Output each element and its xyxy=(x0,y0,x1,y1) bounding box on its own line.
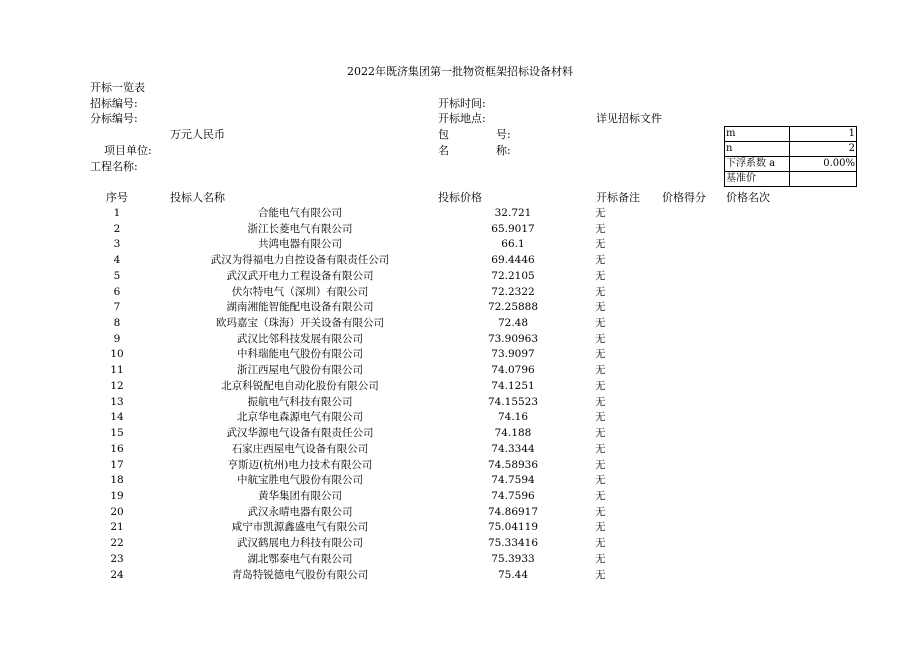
table-row xyxy=(0,520,920,536)
row-remark: 无 xyxy=(595,489,606,502)
row-bidder-name: 黄华集团有限公司 xyxy=(258,489,342,502)
table-row xyxy=(0,300,920,316)
row-bid-price: 66.1 xyxy=(501,238,525,251)
table-row xyxy=(0,568,920,584)
row-remark: 无 xyxy=(595,254,606,267)
row-remark: 无 xyxy=(595,332,606,345)
row-bidder-name: 欧玛嘉宝（珠海）开关设备有限公司 xyxy=(216,317,384,330)
table-row xyxy=(0,332,920,348)
row-bid-price: 74.86917 xyxy=(487,505,539,518)
table-row xyxy=(0,253,920,269)
column-header-price: 投标价格 xyxy=(438,191,482,204)
row-bid-price: 74.15523 xyxy=(487,395,539,408)
row-remark: 无 xyxy=(595,285,606,298)
param-value: 2 xyxy=(790,142,857,157)
row-bidder-name: 青岛特锐德电气股份有限公司 xyxy=(231,568,369,581)
project-unit-label: 项目单位: xyxy=(104,144,152,157)
row-seq: 18 xyxy=(110,474,124,487)
row-bidder-name: 武汉永晴电器有限公司 xyxy=(247,505,353,518)
row-seq: 15 xyxy=(110,427,124,440)
row-seq: 12 xyxy=(110,379,124,392)
row-remark: 无 xyxy=(595,474,606,487)
row-remark: 无 xyxy=(595,207,606,219)
row-remark: 无 xyxy=(595,427,606,440)
column-header-rank: 价格名次 xyxy=(726,191,770,204)
param-row xyxy=(725,127,857,142)
name-label-part2: 称: xyxy=(496,144,511,157)
row-bid-price: 73.9097 xyxy=(491,348,535,361)
row-seq: 13 xyxy=(110,395,124,408)
row-bid-price: 75.3933 xyxy=(491,552,535,565)
row-seq: 23 xyxy=(110,552,124,565)
row-seq: 17 xyxy=(110,458,124,471)
package-number-label: 号: xyxy=(496,128,511,141)
table-row xyxy=(0,489,920,505)
param-value xyxy=(790,172,857,187)
row-remark: 无 xyxy=(595,317,606,330)
row-bid-price: 69.4446 xyxy=(491,254,535,267)
table-row xyxy=(0,206,920,222)
see-bidding-doc: 详见招标文件 xyxy=(596,112,662,125)
parameter-table xyxy=(724,126,857,187)
currency-label: 万元人民币 xyxy=(170,128,225,141)
row-bidder-name: 浙江西屋电气股份有限公司 xyxy=(237,364,363,377)
param-key: 下浮系数 a xyxy=(725,157,790,172)
row-bid-price: 74.16 xyxy=(497,411,529,424)
row-bid-price: 74.3344 xyxy=(491,442,535,455)
row-seq: 16 xyxy=(110,442,124,455)
table-row xyxy=(0,395,920,411)
table-row xyxy=(0,363,920,379)
row-seq: 2 xyxy=(113,222,121,235)
row-remark: 无 xyxy=(595,301,606,314)
row-bidder-name: 合能电气有限公司 xyxy=(258,207,342,219)
row-seq: 20 xyxy=(110,505,124,518)
table-row xyxy=(0,426,920,442)
row-bid-price: 75.44 xyxy=(497,568,529,581)
row-bidder-name: 武汉华源电气设备有限责任公司 xyxy=(226,427,374,440)
table-row xyxy=(0,410,920,426)
row-bidder-name: 北京华电森源电气有限公司 xyxy=(237,411,363,424)
row-remark: 无 xyxy=(595,364,606,377)
row-remark: 无 xyxy=(595,395,606,408)
row-bidder-name: 中科瑞能电气股份有限公司 xyxy=(237,348,363,361)
row-bidder-name: 振航电气科技有限公司 xyxy=(247,395,353,408)
row-bidder-name: 共鸿电器有限公司 xyxy=(258,238,342,251)
name-label-part1: 名 xyxy=(438,144,449,157)
table-row xyxy=(0,552,920,568)
param-row xyxy=(725,142,857,157)
table-row xyxy=(0,536,920,552)
table-row xyxy=(0,316,920,332)
row-bid-price: 74.1251 xyxy=(491,379,535,392)
project-name-label: 工程名称: xyxy=(90,160,138,173)
row-bidder-name: 咸宁市凯源鑫盛电气有限公司 xyxy=(231,521,369,534)
table-row xyxy=(0,442,920,458)
row-seq: 14 xyxy=(110,411,124,424)
row-bidder-name: 湖南湘能智能配电设备有限公司 xyxy=(226,301,374,314)
column-header-score: 价格得分 xyxy=(662,191,706,204)
param-key: n xyxy=(725,142,790,157)
row-bid-price: 75.04119 xyxy=(487,521,539,534)
sub-number-label: 分标编号: xyxy=(90,112,138,125)
param-key: 基准价 xyxy=(725,172,790,187)
row-remark: 无 xyxy=(595,222,606,235)
row-seq: 7 xyxy=(113,301,121,314)
row-seq: 22 xyxy=(110,537,124,550)
param-value: 0.00% xyxy=(790,157,857,172)
row-seq: 24 xyxy=(110,568,124,581)
row-bid-price: 32.721 xyxy=(494,207,532,219)
row-bid-price: 65.9017 xyxy=(491,222,535,235)
row-remark: 无 xyxy=(595,552,606,565)
row-seq: 3 xyxy=(113,238,121,251)
row-bid-price: 72.48 xyxy=(497,317,529,330)
row-bidder-name: 湖北鄂泰电气有限公司 xyxy=(247,552,353,565)
row-seq: 19 xyxy=(110,489,124,502)
row-bidder-name: 浙江长菱电气有限公司 xyxy=(247,222,353,235)
row-bid-price: 74.188 xyxy=(494,427,532,440)
package-label: 包 xyxy=(438,128,449,141)
row-bid-price: 75.33416 xyxy=(487,537,539,550)
row-remark: 无 xyxy=(595,505,606,518)
row-bid-price: 74.58936 xyxy=(487,458,539,471)
row-bid-price: 72.2105 xyxy=(491,269,535,282)
param-value: 1 xyxy=(790,127,857,142)
row-seq: 21 xyxy=(110,521,124,534)
row-bidder-name: 石家庄西屋电气设备有限公司 xyxy=(231,442,369,455)
document-title: 2022年既济集团第一批物资框架招标设备材料 xyxy=(347,65,573,78)
open-place-label: 开标地点: xyxy=(438,112,486,125)
row-bidder-name: 武汉鹤展电力科技有限公司 xyxy=(237,537,363,550)
row-seq: 6 xyxy=(113,285,121,298)
column-header-seq: 序号 xyxy=(106,191,128,204)
row-remark: 无 xyxy=(595,521,606,534)
row-seq: 9 xyxy=(113,332,121,345)
table-row xyxy=(0,458,920,474)
table-row xyxy=(0,473,920,489)
row-bidder-name: 武汉武开电力工程设备有限公司 xyxy=(226,269,374,282)
param-row xyxy=(725,172,857,187)
row-remark: 无 xyxy=(595,379,606,392)
row-bid-price: 74.7594 xyxy=(491,474,535,487)
row-seq: 11 xyxy=(110,364,124,377)
table-row xyxy=(0,379,920,395)
row-remark: 无 xyxy=(595,537,606,550)
row-seq: 4 xyxy=(113,254,121,267)
param-key: m xyxy=(725,127,790,142)
column-header-remark: 开标备注 xyxy=(596,191,640,204)
row-seq: 1 xyxy=(113,207,121,219)
row-remark: 无 xyxy=(595,568,606,581)
row-bid-price: 72.2322 xyxy=(491,285,535,298)
row-bidder-name: 亨斯迈(杭州)电力技术有限公司 xyxy=(227,458,373,471)
row-seq: 10 xyxy=(110,348,124,361)
row-bid-price: 74.0796 xyxy=(491,364,535,377)
row-remark: 无 xyxy=(595,411,606,424)
row-bidder-name: 北京科锐配电自动化股份有限公司 xyxy=(221,379,379,392)
row-remark: 无 xyxy=(595,348,606,361)
table-row xyxy=(0,237,920,253)
row-bidder-name: 伏尔特电气（深圳）有限公司 xyxy=(231,285,369,298)
row-bidder-name: 武汉为得福电力自控设备有限责任公司 xyxy=(210,254,390,267)
param-row xyxy=(725,157,857,172)
row-remark: 无 xyxy=(595,458,606,471)
table-row xyxy=(0,222,920,238)
row-bidder-name: 中航宝胜电气股份有限公司 xyxy=(237,474,363,487)
row-bid-price: 74.7596 xyxy=(491,489,535,502)
table-row xyxy=(0,505,920,521)
open-time-label: 开标时间: xyxy=(438,97,486,110)
row-bidder-name: 武汉比邻科技发展有限公司 xyxy=(237,332,363,345)
row-remark: 无 xyxy=(595,238,606,251)
row-seq: 8 xyxy=(113,317,121,330)
table-row xyxy=(0,269,920,285)
row-remark: 无 xyxy=(595,269,606,282)
row-seq: 5 xyxy=(113,269,121,282)
table-row xyxy=(0,347,920,363)
overview-label: 开标一览表 xyxy=(90,81,145,94)
row-bid-price: 73.90963 xyxy=(487,332,539,345)
column-header-bidder: 投标人名称 xyxy=(170,191,225,204)
row-bid-price: 72.25888 xyxy=(487,301,539,314)
bid-number-label: 招标编号: xyxy=(90,97,138,110)
table-row xyxy=(0,285,920,301)
row-remark: 无 xyxy=(595,442,606,455)
